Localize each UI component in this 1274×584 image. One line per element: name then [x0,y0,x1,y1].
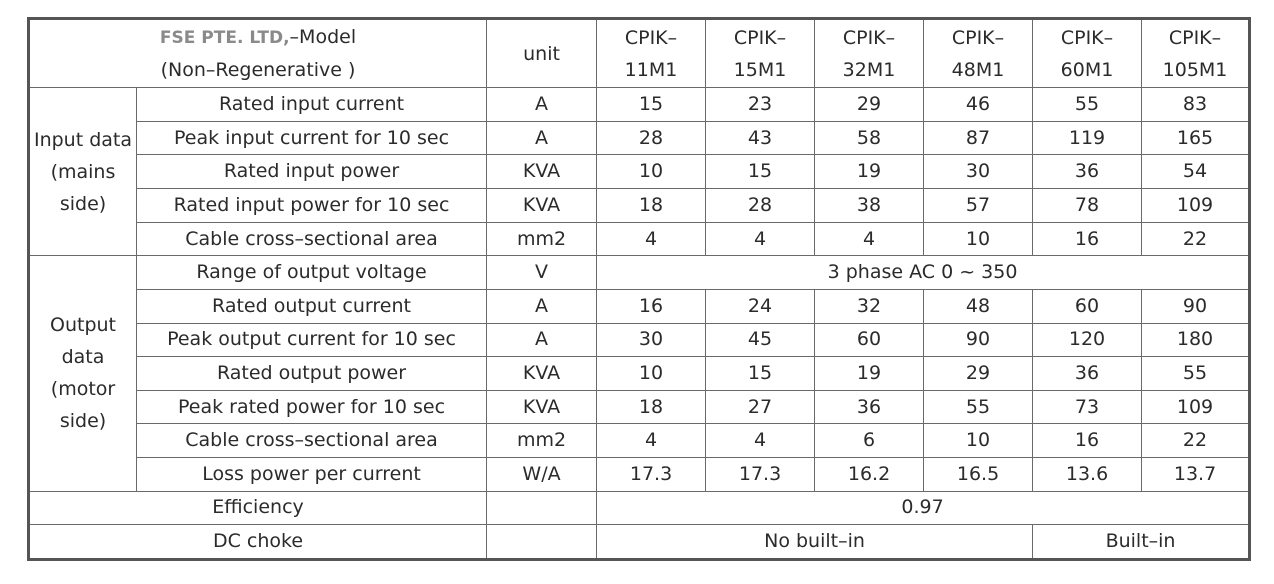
table-row [29,323,1250,357]
value-cell: 17.3 [597,457,706,491]
unit-cell: A [487,88,597,122]
table-row [29,357,1250,391]
value-cell: 4 [597,222,706,256]
table-row [29,525,1250,560]
value-cell: 13.7 [1142,457,1250,491]
value-cell: 29 [924,357,1033,391]
efficiency-value: 0.97 [597,491,1250,525]
value-cell: 45 [706,323,815,357]
param-cell: Cable cross–sectional area [137,222,487,256]
unit-cell: W/A [487,457,597,491]
value-cell: 15 [597,88,706,122]
table-row [29,390,1250,424]
value-cell: 17.3 [706,457,815,491]
header-row [29,19,1250,88]
unit-cell: A [487,121,597,155]
model-header: CPIK– 60M1 [1033,19,1142,88]
value-cell: 32 [815,289,924,323]
value-cell: 30 [597,323,706,357]
value-cell: 16 [1033,222,1142,256]
table-row [29,424,1250,458]
model-header: CPIK– 11M1 [597,19,706,88]
unit-cell: A [487,289,597,323]
value-cell: 180 [1142,323,1250,357]
value-cell: 165 [1142,121,1250,155]
value-cell: 4 [706,424,815,458]
value-cell: 90 [924,323,1033,357]
value-cell: 23 [706,88,815,122]
value-cell: 38 [815,189,924,223]
table-row [29,121,1250,155]
value-cell: 43 [706,121,815,155]
table-row [29,155,1250,189]
model-header-cell [29,19,487,88]
value-cell: 57 [924,189,1033,223]
param-cell: Peak output current for 10 sec [137,323,487,357]
value-cell: 60 [815,323,924,357]
value-cell: 29 [815,88,924,122]
param-cell: Loss power per current [137,457,487,491]
unit-cell: mm2 [487,424,597,458]
input-group-label: Input data (mains side) [29,88,137,256]
value-cell: 24 [706,289,815,323]
param-cell: Peak rated power for 10 sec [137,390,487,424]
value-cell: 36 [1033,155,1142,189]
param-cell: Rated input power [137,155,487,189]
model-header: CPIK– 48M1 [924,19,1033,88]
value-cell: 18 [597,189,706,223]
value-cell: 78 [1033,189,1142,223]
param-cell: Rated output power [137,357,487,391]
value-cell: 19 [815,357,924,391]
value-cell: 16.5 [924,457,1033,491]
value-cell: 10 [597,155,706,189]
value-cell: 10 [597,357,706,391]
model-header: CPIK– 15M1 [706,19,815,88]
table-row [29,491,1250,525]
value-cell: 60 [1033,289,1142,323]
unit-cell [487,491,597,525]
unit-cell: mm2 [487,222,597,256]
value-cell: 28 [706,189,815,223]
param-cell: Peak input current for 10 sec [137,121,487,155]
dc-choke-label: DC choke [29,525,487,560]
mode-label: (Non–Regenerative ) [160,59,356,82]
value-cell: 36 [815,390,924,424]
param-cell: Rated input power for 10 sec [137,189,487,223]
model-label: –Model [289,26,357,49]
unit-cell: KVA [487,390,597,424]
value-cell: 55 [1142,357,1250,391]
value-cell: 16.2 [815,457,924,491]
value-cell: 109 [1142,189,1250,223]
unit-cell [487,525,597,560]
value-cell: 10 [924,222,1033,256]
value-cell: 54 [1142,155,1250,189]
value-cell: 22 [1142,424,1250,458]
value-cell: 119 [1033,121,1142,155]
model-header: CPIK– 32M1 [815,19,924,88]
dc-choke-builtin: Built–in [1033,525,1250,560]
value-cell: 109 [1142,390,1250,424]
unit-cell: KVA [487,357,597,391]
model-header: CPIK– 105M1 [1142,19,1250,88]
value-cell: 4 [706,222,815,256]
unit-cell: KVA [487,155,597,189]
value-cell: 18 [597,390,706,424]
unit-header: unit [487,19,597,88]
voltage-range-value: 3 phase AC 0 ~ 350 [597,256,1250,290]
brand-name: FSE PTE. LTD, [159,28,290,49]
param-cell: Range of output voltage [137,256,487,290]
value-cell: 55 [1033,88,1142,122]
value-cell: 16 [1033,424,1142,458]
value-cell: 19 [815,155,924,189]
table-row [29,289,1250,323]
value-cell: 90 [1142,289,1250,323]
value-cell: 58 [815,121,924,155]
value-cell: 22 [1142,222,1250,256]
param-cell: Cable cross–sectional area [137,424,487,458]
value-cell: 13.6 [1033,457,1142,491]
unit-cell: KVA [487,189,597,223]
param-cell: Rated input current [137,88,487,122]
table-row [29,88,1250,122]
table-row [29,457,1250,491]
table-row [29,189,1250,223]
unit-cell: V [487,256,597,290]
table-row [29,256,1250,290]
value-cell: 28 [597,121,706,155]
spec-table [27,17,1251,561]
value-cell: 27 [706,390,815,424]
value-cell: 73 [1033,390,1142,424]
value-cell: 15 [706,155,815,189]
value-cell: 36 [1033,357,1142,391]
value-cell: 46 [924,88,1033,122]
value-cell: 4 [815,222,924,256]
value-cell: 15 [706,357,815,391]
dc-choke-no-builtin: No built–in [597,525,1033,560]
value-cell: 87 [924,121,1033,155]
unit-cell: A [487,323,597,357]
efficiency-label: Efficiency [29,491,487,525]
value-cell: 4 [597,424,706,458]
output-group-label: Output data (motor side) [29,256,137,491]
value-cell: 48 [924,289,1033,323]
table-row [29,222,1250,256]
value-cell: 16 [597,289,706,323]
value-cell: 55 [924,390,1033,424]
param-cell: Rated output current [137,289,487,323]
value-cell: 83 [1142,88,1250,122]
value-cell: 10 [924,424,1033,458]
value-cell: 120 [1033,323,1142,357]
value-cell: 30 [924,155,1033,189]
value-cell: 6 [815,424,924,458]
